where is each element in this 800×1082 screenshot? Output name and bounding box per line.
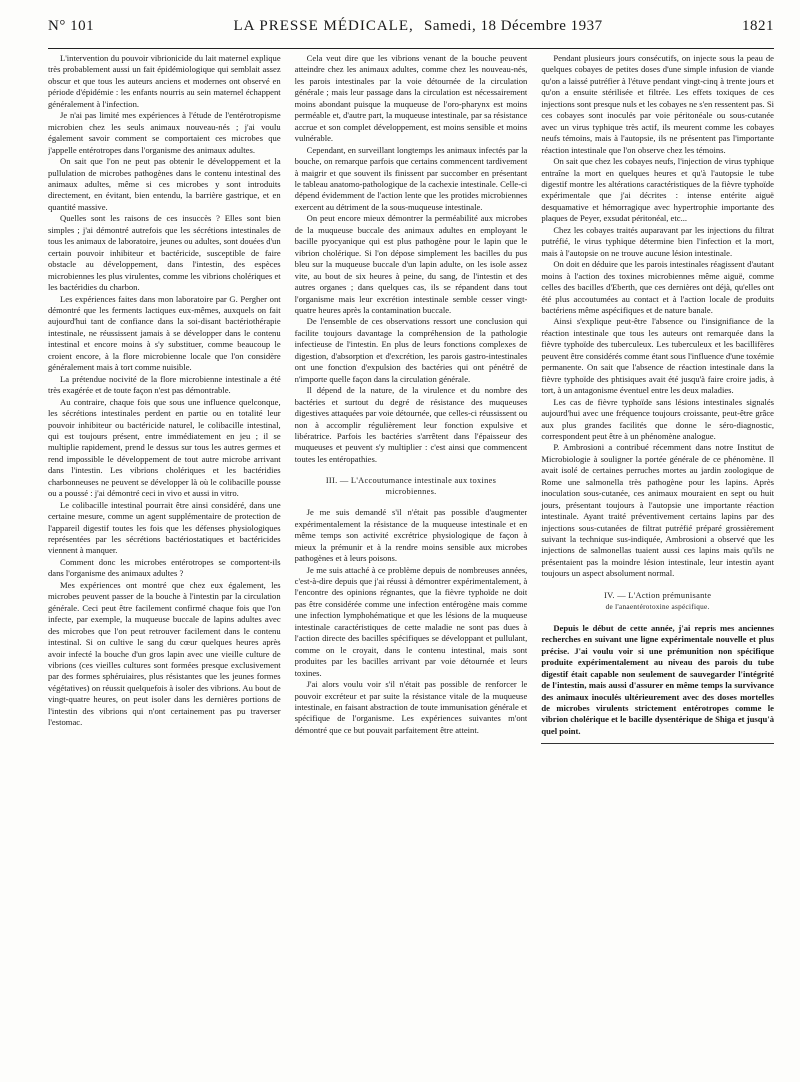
paragraph: Je me suis attaché à ce problème depuis de nombreuses années, c'est-à-dire depuis que j'ai réussi à démontrer expérimentalement, à l'encontre des opinions régnantes, que la fièvre typhoïde ne doit pas être considérée comme une infection entérogène mais comme une infection lymphohématique et que les lésions de la muqueuse intestinale caractéristiques de cette maladie ne sont pas dues à l'action directe des bacilles spécifiques se développant et pullulant, comme on le croyait, dans le contenu intestinal, mais sont produites par les bacilles arrivant par voie détournée et leurs toxines. bbox=[294, 564, 528, 678]
column-middle bbox=[295, 53, 528, 1063]
column-end-rule bbox=[541, 743, 774, 744]
paragraph: Mes expériences ont montré que chez eux également, les microbes peuvent passer de la bouche à l'intestin par la circulation générale. Ceci peut être facilement confirmé chaque fois que l'on infecte, par exemple, la muqueuse buccale de lapins adultes avec des microbes que l'on peut retrouver facilement dans le contenu intestinal. Si on cultive le sang du cœur quelques heures après avoir infecté la bouche d'un gros lapin avec une vieille culture de vibrions (ces vieilles cultures sont formées presque exclusivement par des formes sphéruiaires, plus résistantes que les jeunes formes végétatives) on réussit quelquefois à isoler des vibrions. Au bout de vingt-quatre heures, on peut isoler dans les dernières portions de l'intestin des vibrions qui n'ont certainement pas pu traverser l'estomac. bbox=[48, 579, 281, 728]
paragraph: Les cas de fièvre typhoïde sans lésions intestinales signalés aujourd'hui avec une fréquence toujours croissante, peut-être grâce aux plus grandes facilités que donne le séro-diagnostic, correspondent peut être à un phénomène analogue. bbox=[541, 396, 774, 441]
journal-title: LA PRESSE MÉDICALE, bbox=[233, 18, 414, 34]
paragraph: Les expériences faites dans mon laboratoire par G. Pergher ont démontré que les ferments lactiques eux-mêmes, auxquels on fait aujourd'hui tant de confiance dans la soi-disant bactériothérapie intestinale, ne réussissent jamais à se développer dans le contenu intestinal et encore moins à s'y substituer, comme beaucoup le croient encore, à la flore microbienne locale que l'on considère généralement mais à tort comme nuisible. bbox=[48, 293, 281, 373]
paragraph: On sait que l'on ne peut pas obtenir le développement et la pullulation de microbes pathogènes dans le contenu intestinal des animaux adultes, même si ces microbes y sont introduits directement, en évitant, bien entendu, la barrière gastrique, et en quantité massive. bbox=[48, 156, 281, 212]
paragraph: Cependant, en surveillant longtemps les animaux infectés par la bouche, on remarque parfois que certains commencent tardivement à maigrir et que souvent ils finissent par succomber en présentant le tableau anatomo-pathologique de la cachexie intestinale. Celle-ci dépend évidemment de l'action lente que les protides microbiennes exercent au détriment de la sous-muqueuse intestinale. bbox=[294, 144, 528, 212]
paragraph: On peut encore mieux démontrer la perméabilité aux microbes de la muqueuse buccale des animaux adultes en employant le bacille pyocyanique qui est plus pathogène pour le lapin que le vibrion cholérique. Si l'on dépose simplement les bacilles du pus bleu sur la muqueuse buccale d'un lapin adulte, on les isole assez vite, au bout de six heures à peine, du sang, de l'intestin et des autres organes ; dans quelques cas, ils se répandent dans tout l'organisme mais leur excrétion intestinale semble cesser vingt-quatre heures après la contamination buccale. bbox=[294, 213, 528, 315]
paragraph: Cela veut dire que les vibrions venant de la bouche peuvent atteindre chez les animaux adultes, comme chez les nouveau-nés, les parois intestinales par la voie détournée de la circulation générale ; mais leur passage dans la circulation est nécessairement moins abondant puisque la muqueuse de l'oro-pharynx est moins perméable et, d'autre part, la muqueuse intestinale, par sa résistance accrue et son complet développement, est moins sensible et moins vulnérable. bbox=[294, 53, 528, 144]
paragraph: J'ai alors voulu voir s'il n'était pas possible de renforcer le pouvoir excréteur et par suite la résistance vitale de la muqueuse intestinale, en faisant abstraction de toute immunisation générale et spécifique de l'organisme. Les expériences suivantes m'ont démontré que ce but pouvait parfaitement être atteint. bbox=[294, 679, 528, 735]
paragraph: Comment donc les microbes entérotropes se comportent-ils dans l'organisme des animaux adultes ? bbox=[48, 556, 281, 579]
paragraph: Ainsi s'explique peut-être l'absence ou l'insignifiance de la réaction intestinale que tous les auteurs ont remarquée dans la fièvre typhoïde des tuberculeux. Les tuberculeux et les bacillifères peuvent être considérés comme étant sous l'influence d'une toxémie permanente. On sait que l'absence de réaction intestinale dans la fièvre typhoïde des phtisiques avait été jusqu'à faire croire jadis, à tort, à un antagonisme éventuel entre les deux maladies. bbox=[541, 316, 774, 396]
section-heading-iv-line1: IV. — L'Action prémunisante bbox=[604, 590, 712, 600]
paragraph: Depuis le début de cette année, j'ai repris mes anciennes recherches en suivant une ligne expérimentale nouvelle et plus précise. J'ai voulu voir si une prémunition non spécifique produite expérimentalement au niveau des parois du tube digestif était capable non seulement de sauvegarder l'intégrité de l'intestin, mais aussi d'assurer en même temps la survivance des animaux inoculés ultérieurement avec des doses mortelles de microbes virulents strictement entérotropes comme le vibrion cholérique et le bacille dysentérique de Shiga et jusqu'à quel point. bbox=[541, 622, 774, 736]
paragraph: De l'ensemble de ces observations ressort une conclusion qui facilite toujours davantage la compréhension de la pathologie infectieuse de l'intestin. En plus de leurs fonctions complexes de digestion, d'absorption et d'excrétion, les parois gastro-intestinales ont une fonction d'expulsion des bactéries qui ont pénétré de n'importe quelle façon dans la circulation générale. bbox=[294, 316, 528, 384]
paragraph: Quelles sont les raisons de ces insuccès ? Elles sont bien simples ; j'ai démontré autrefois que les sécrétions intestinales de tous les animaux de laboratoire, jeunes ou adultes, sont douées d'un certain pouvoir inhibiteur et bactéricide, susceptible de faire obstacle au développement, dans l'intestin, des espèces microbiennes les plus virulentes, comme les vibrions cholériques et les bactéridies du charbon. bbox=[48, 213, 281, 293]
paragraph: On doit en déduire que les parois intestinales réagissent d'autant moins à l'action des toxines microbiennes même aiguë, comme celles des bacilles d'Eberth, que ces dernières ont déjà, qu'elles ont été plus accoutumées au contact et à l'action locale de produits bactériens même aspécifiques et de nature banale. bbox=[541, 259, 774, 315]
paragraph: Je me suis demandé s'il n'était pas possible d'augmenter expérimentalement la résistance de la muqueuse intestinale et en même temps son activité excrétrice physiologique de façon à mieux la prémunir et à la rendre moins sensible aux microbes pathogènes et à leurs poisons. bbox=[294, 507, 528, 564]
section-heading-iv-line2: de l'anaentérotoxine aspécifique. bbox=[605, 602, 710, 611]
text-columns bbox=[48, 53, 774, 1063]
header-rule bbox=[48, 48, 774, 49]
paragraph: Pendant plusieurs jours consécutifs, on injecte sous la peau de quelques cobayes de petites doses d'une simple infusion de viande qu'on a laissé putréfier à l'étuve pendant vingt-cinq à trente jours et qu'on a ensuite stérilisée et filtrée. Les effets toxiques de ces injections sont presque nuls et les cobayes ne s'en ressentent pas. Si ces cobayes sont inoculés par voie péritonéale ou sous-cutanée avec un virus typhique très actif, ils meurent comme les cobayes neufs témoins, mais à l'autopsie, ils ne présentent pas l'importante réaction intestinale que l'on observe chez les témoins. bbox=[541, 53, 774, 155]
running-head bbox=[48, 18, 774, 44]
paragraph: Le colibacille intestinal pourrait être ainsi considéré, dans une certaine mesure, comme un agent supplémentaire de protection de l'appareil digestif toutes les fois que les défenses physiologiques représentées par les sécrétions bactériostatiques et bactéricides viennent à manquer. bbox=[48, 499, 281, 556]
masthead bbox=[233, 18, 602, 35]
paragraph: P. Ambrosioni a contribué récemment dans notre Institut de Microbiologie à souligner la portée générale de ce phénomène. Il avait isolé de certaines perruches mortes au jardin zoologique de Rome une salmonella très pathogène pour les lapins. Après inoculation sous-cutanée, ces animaux mouraient en sept ou huit jours, présentant toujours à l'autopsie une importante réaction intestinale. Ayant traité préventivement certains lapins par des injections sous-cutanées de filtrat putréfié préparé grossièrement suivant la technique sus-indiquée, Ambrosioni a observé que les injections de salmonellas tuaient aussi ces lapins mais qu'ils ne présentaient pas la moindre lésion intestinale, leur intestin ayant toujours un aspect absolument normal. bbox=[541, 442, 774, 579]
page-number: 1821 bbox=[741, 18, 774, 34]
section-heading-iii: III. — L'Accoutumance intestinale aux toxines microbiennes. bbox=[325, 476, 497, 497]
issue-number: N° 101 bbox=[48, 18, 95, 34]
paragraph: La prétendue nocivité de la flore microbienne intestinale a été très exagérée et de toute façon n'est pas démontrable. bbox=[48, 373, 281, 396]
section-heading-iv bbox=[547, 590, 768, 613]
column-right bbox=[541, 53, 774, 1063]
column-left bbox=[48, 53, 281, 1063]
paragraph: Au contraire, chaque fois que sous une influence quelconque, les sécrétions intestinales perdent en partie ou en totalité leur pouvoir inhibiteur ou bactéricide naturel, le colibacille intestinal, qui est toujours présent, entre immédiatement en jeu ; il se multiplie rapidement, prend le dessus sur tous les autres germes et rend impossible le développement de tout autre microbe arrivant dans l'intestin. Les vibrions cholériques et les bactéridies charbonneuses ne peuvent se développer là où le colibacille pousse ou a poussé : j'ai démontré ceci in vivo et aussi in vitro. bbox=[48, 396, 281, 499]
paragraph: Chez les cobayes traités auparavant par les injections du filtrat putréfié, le virus typhique détermine bien l'infection et la mort, mais à l'autopsie on ne trouve aucune lésion intestinale. bbox=[541, 224, 774, 258]
paragraph: Je n'ai pas limité mes expériences à l'étude de l'entérotropisme microbien chez les seuls animaux nouveau-nés ; j'ai voulu également savoir comment se comportaient ces microbes que j'appelle entérotropes dans l'organisme des animaux adultes. bbox=[48, 110, 281, 155]
paragraph: On sait que chez les cobayes neufs, l'injection de virus typhique entraîne la mort en quelques heures et qu'à l'autopsie le tube digestif montre les altérations caractéristiques de la fièvre typhoïde expérimentale que j'ai décrites : intense entérite aiguë desquamative et hémorragique avec hypertrophie importante des plaques de Peyer, exsudat péritonéal, etc... bbox=[541, 156, 774, 224]
paragraph: Il dépend de la nature, de la virulence et du nombre des bactéries et surtout du degré de résistance des muqueuses digestives attaquées par voie détournée, que celles-ci réussissent ou non à accomplir régulièrement leur fonction expulsive et libératrice. Parfois les bactéries s'arrêtent dans l'épaisseur des muqueuses et peuvent s'y multiplier : c'est ainsi que commencent toutes les entéropathies. bbox=[294, 385, 528, 464]
issue-date: Samedi, 18 Décembre 1937 bbox=[423, 18, 603, 34]
paragraph: L'intervention du pouvoir vibrionicide du lait maternel explique très probablement aussi un fait épidémiologique qui semblait assez obscur et que tous les auteurs anciens et modernes ont observé en période d'épidémie : les enfants nourris au sein maternel échappent généralement à l'infection. bbox=[48, 53, 281, 109]
